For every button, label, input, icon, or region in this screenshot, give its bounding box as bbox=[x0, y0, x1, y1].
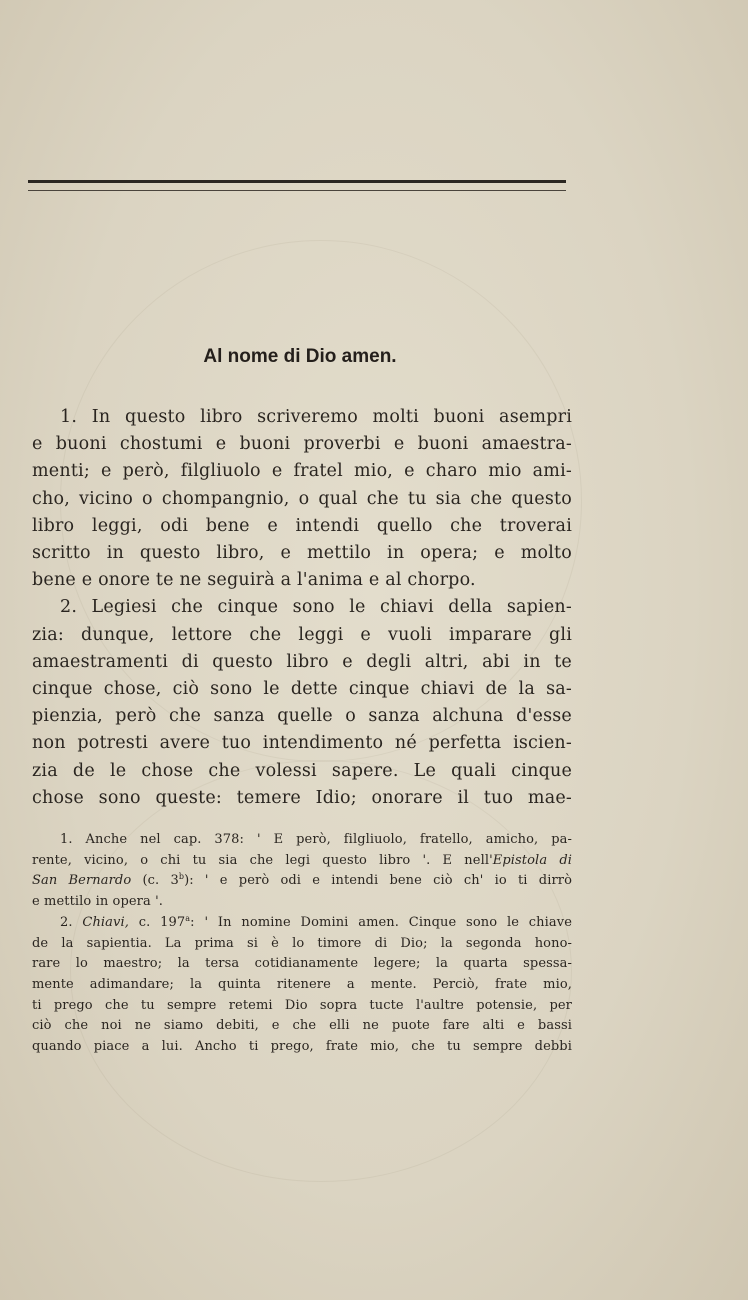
text-line: bene e onore te ne seguirà a l'anima e al chorpo. bbox=[32, 570, 476, 591]
text-line: pienzia, però che sanza quelle o sanza alchuna d'esse bbox=[32, 706, 572, 727]
text-line: zia de le chose che volessi sapere. Le quali cinque bbox=[32, 760, 572, 781]
footnotes bbox=[32, 830, 572, 1058]
text-line: libro leggi, odi bene e intendi quello che troverai bbox=[32, 515, 572, 536]
footnote-line: 1. Anche nel cap. 378: ' E però, filgliuolo, fratello, amicho, pa- bbox=[60, 832, 572, 847]
footnote-line: ti prego che tu sempre retemi Dio sopra tucte l'aultre potensie, per bbox=[32, 997, 572, 1013]
text-line: scritto in questo libro, e mettilo in opera; e molto bbox=[32, 543, 572, 564]
text-line: cinque chose, ciò sono le dette cinque chiavi de la sa- bbox=[32, 679, 572, 700]
footnote-line: San Bernardo (c. 3$^b$): ' e però odi e intendi bene ciò ch' io ti dirrò bbox=[32, 872, 573, 889]
header-rule-thick bbox=[28, 180, 566, 183]
text-line: amaestramenti di questo libro e degli altri, abi in te bbox=[32, 651, 572, 672]
text-line: 2. Legiesi che cinque sono le chiavi della sapien- bbox=[60, 597, 572, 618]
text-line: cho, vicino o chompangnio, o qual che tu sia che questo bbox=[32, 488, 572, 509]
footnote-italic: San Bernardo bbox=[32, 873, 132, 889]
footnote-line: de la sapientia. La prima si è lo timore di Dio; la segonda hono- bbox=[32, 935, 572, 951]
footnote-line: e mettilo in opera '. bbox=[32, 894, 163, 910]
footnote-line: rente, vicino, o chi tu sia che legi questo libro '. E nell'Epistola di bbox=[32, 852, 573, 868]
chapter-heading: Al nome di Dio amen. bbox=[203, 346, 397, 367]
text-line: non potresti avere tuo intendimento né perfetta iscien- bbox=[32, 733, 572, 754]
footnote-superscript: a bbox=[185, 913, 191, 923]
footnote-line: ciò che noi ne siamo debiti, e che elli ne puote fare alti e bassi bbox=[32, 1018, 572, 1034]
text-line: chose sono queste: temere Idio; onorare il tuo mae- bbox=[32, 787, 572, 808]
footnote-line: quando piace a lui. Ancho ti prego, frate mio, che tu sempre debbi bbox=[32, 1039, 572, 1055]
footnote-superscript: b bbox=[178, 872, 185, 882]
footnote-italic: Epistola di bbox=[492, 852, 573, 868]
text-line: menti; e però, filgliuolo e fratel mio, e charo mio ami- bbox=[32, 461, 572, 482]
header-rule-thin bbox=[28, 190, 566, 191]
text-line: zia: dunque, lettore che leggi e vuoli imparare gli bbox=[32, 624, 572, 645]
footnote-italic: Chiavi, bbox=[82, 914, 129, 930]
text-line: 1. In questo libro scriveremo molti buoni asempri bbox=[60, 407, 572, 427]
footnote-line: mente adimandare; la quinta ritenere a mente. Perciò, frate mio, bbox=[32, 976, 572, 992]
footnote-line: 2. Chiavi, c. 197$^a$: ' In nomine Domini amen. Cinque sono le chiave bbox=[60, 913, 572, 930]
footnote-line: rare lo maestro; la tersa cotidianamente legere; la quarta spessa- bbox=[32, 956, 572, 972]
main-text bbox=[32, 404, 572, 812]
text-line: e buoni chostumi e buoni proverbi e buoni amaestra- bbox=[32, 434, 572, 455]
